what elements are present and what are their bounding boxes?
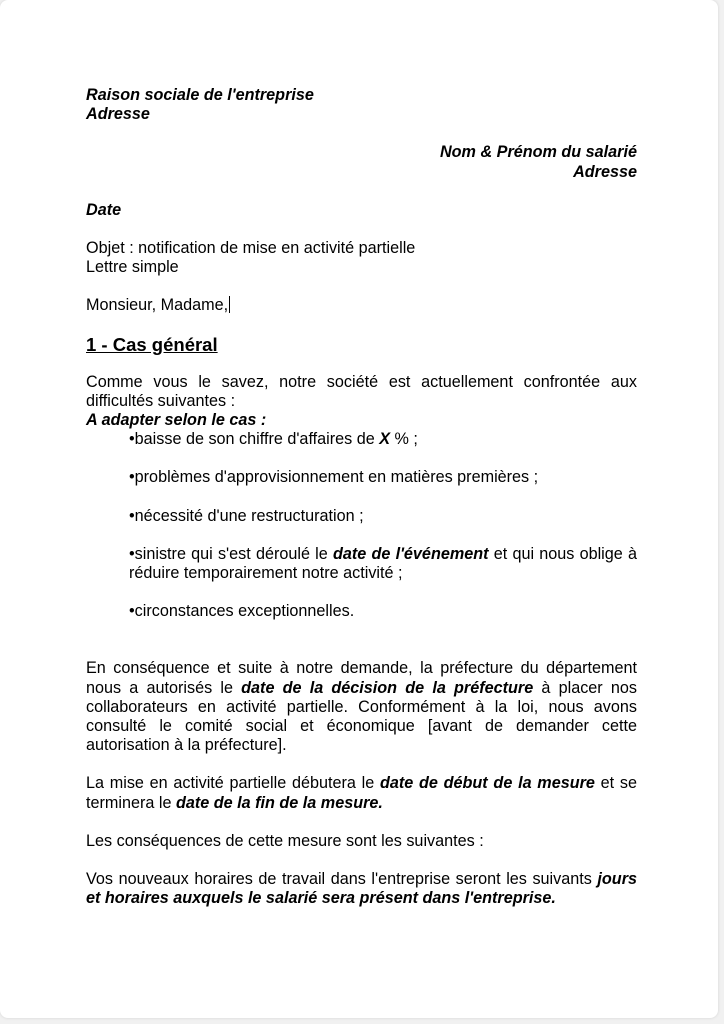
placeholder-variable: jours et horaires auxquels le salarié sera présent dans l'entreprise. [86, 870, 637, 908]
difficulty-list [86, 430, 637, 621]
sender-address: Adresse [86, 105, 150, 124]
section-title: 1 - Cas général [86, 333, 218, 355]
list-item: •sinistre qui s'est déroulé le date de l'événement et qui nous oblige à réduire temporairement notre activité ; [129, 544, 637, 583]
letter-date: Date [86, 200, 122, 219]
salutation-text: Monsieur, Madame, [86, 296, 229, 315]
effects-paragraph: Les conséquences de cette mesure sont les suivantes : [86, 831, 484, 850]
list-item: •baisse de son chiffre d'affaires de X % ; [129, 430, 418, 449]
recipient-name: Nom & Prénom du salarié [439, 143, 637, 162]
placeholder-variable: X [379, 430, 391, 449]
letter-body [86, 86, 637, 908]
text-cursor [229, 296, 230, 313]
list-item: •nécessité d'une restructuration ; [129, 506, 364, 525]
sender-block [86, 86, 637, 124]
placeholder-variable: date de la décision de la préfecture [241, 678, 534, 697]
mailing-mode: Lettre simple [86, 258, 179, 277]
adapt-note: A adapter selon le cas : [86, 411, 267, 430]
subject-block [86, 239, 637, 277]
consequence-paragraph: En conséquence et suite à notre demande, la préfecture du département nous a autorisés le date de la décision de la préfecture à placer nos collaborateurs en activité partielle. Conformément à la loi, nous avons consulté le comité social et économique [avant de demander cette autorisation à la préfecture]. [86, 659, 637, 755]
list-item: •problèmes d'approvisionnement en matières premières ; [129, 468, 539, 487]
start-paragraph: La mise en activité partielle débutera le date de début de la mesure et se terminera le date de la fin de la mesure. [86, 774, 637, 812]
hours-paragraph: Vos nouveaux horaires de travail dans l'entreprise seront les suivants jours et horaires auxquels le salarié sera présent dans l'entreprise. [86, 870, 637, 908]
placeholder-variable: date de la fin de la mesure. [175, 793, 383, 812]
intro-paragraph: Comme vous le savez, notre société est actuellement confrontée aux difficultés suivantes : [86, 372, 637, 410]
recipient-block [86, 143, 637, 181]
salutation[interactable] [86, 296, 637, 315]
placeholder-variable: date de début de la mesure [379, 774, 595, 793]
list-item: •circonstances exceptionnelles. [129, 602, 355, 621]
placeholder-variable: date de l'événement [332, 544, 489, 563]
subject-line: Objet : notification de mise en activité partielle [86, 239, 416, 258]
recipient-address: Adresse [573, 162, 637, 181]
sender-company: Raison sociale de l'entreprise [86, 86, 314, 104]
